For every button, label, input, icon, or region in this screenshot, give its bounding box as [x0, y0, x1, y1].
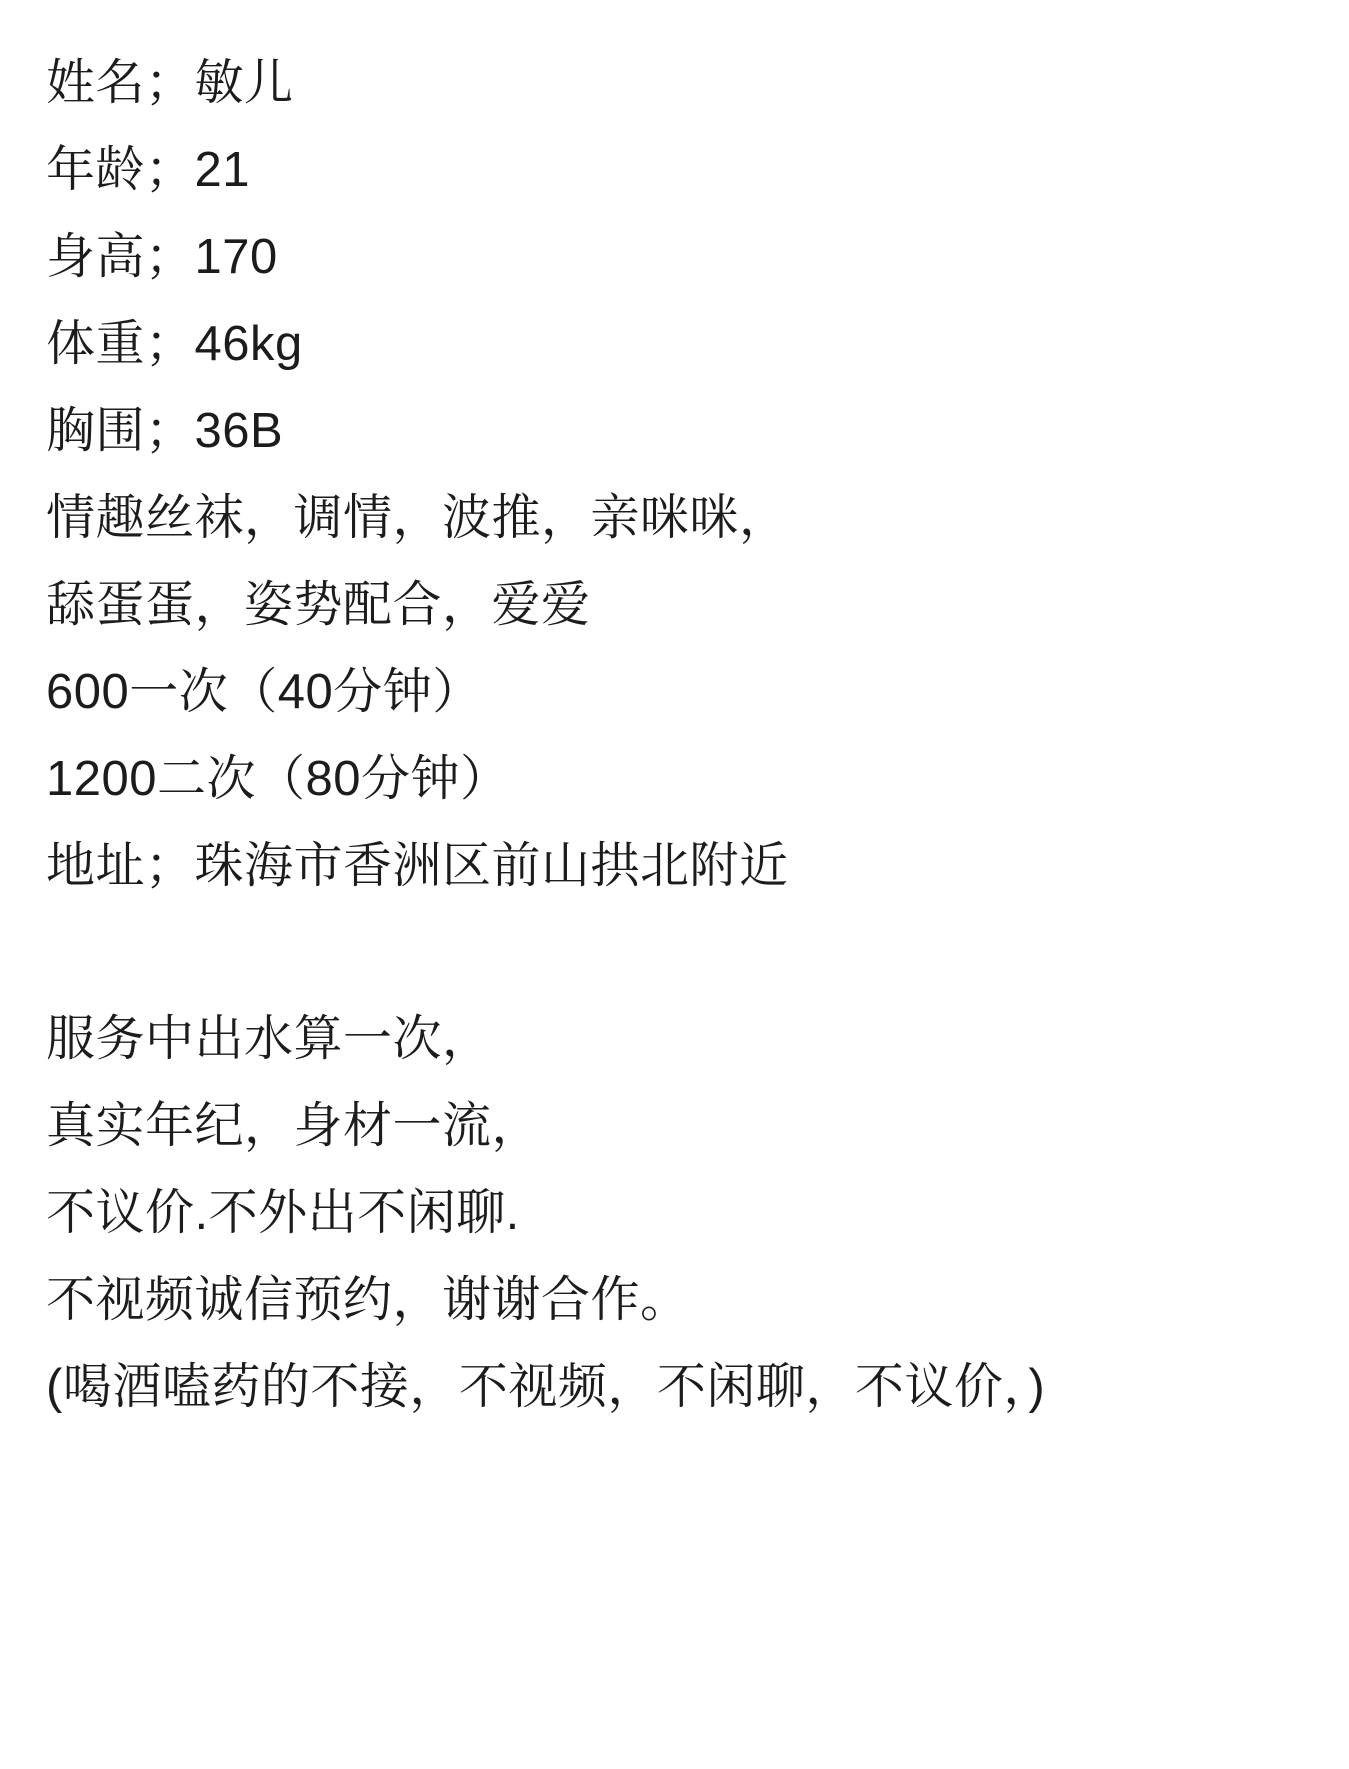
profile-line-price-double: 1200二次（80分钟） — [46, 752, 510, 806]
profile-line-height: 身高；170 — [46, 230, 278, 284]
profile-line-bust: 胸围；36B — [46, 404, 284, 458]
notes-line-1: 服务中出水算一次， — [46, 1012, 492, 1066]
notes-line-2: 真实年纪，身材一流， — [46, 1099, 542, 1153]
notes-line-3: 不议价.不外出不闲聊. — [46, 1186, 520, 1240]
profile-line-weight: 体重；46kg — [46, 317, 303, 371]
profile-line-services-1: 情趣丝袜，调情，波推，亲咪咪， — [46, 491, 789, 545]
notes-line-4: 不视频诚信预约，谢谢合作。 — [46, 1273, 690, 1327]
profile-line-address: 地址；珠海市香洲区前山拱北附近 — [46, 839, 789, 893]
notes-line-5: (喝酒嗑药的不接，不视频，不闲聊，不议价，) — [46, 1360, 1046, 1414]
profile-line-name: 姓名；敏儿 — [46, 56, 294, 110]
notes-section — [46, 996, 1303, 1431]
profile-line-age: 年龄；21 — [46, 143, 251, 197]
section-divider — [46, 910, 1303, 996]
profile-line-price-single: 600一次（40分钟） — [46, 665, 482, 719]
profile-section — [46, 40, 1303, 910]
profile-line-services-2: 舔蛋蛋，姿势配合，爱爱 — [46, 578, 591, 632]
